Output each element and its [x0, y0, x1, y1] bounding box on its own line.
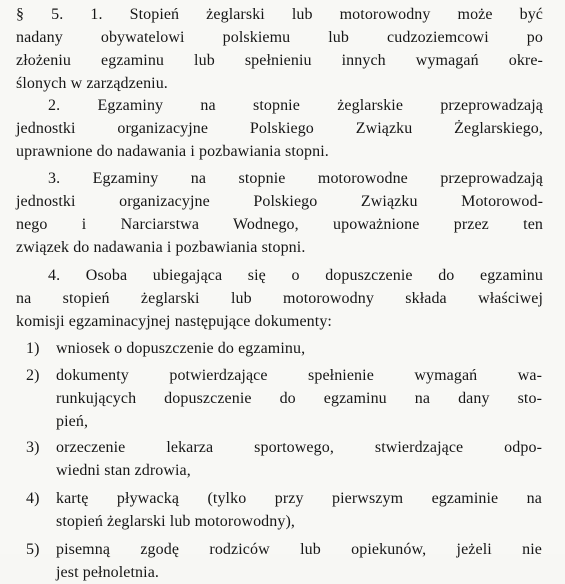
- paragraph-line: związek do nadawania i pozbawiania stopni.: [16, 239, 306, 256]
- list-number: 3): [26, 439, 40, 456]
- paragraph-line: 3. Egzaminy na stopnie motorowodne przeprowadzają: [48, 170, 543, 187]
- list-item-text: [56, 436, 542, 482]
- list-item: [0, 538, 546, 584]
- list-item-text: [56, 538, 542, 584]
- list-number: 2): [26, 367, 40, 384]
- list-item: [0, 364, 546, 433]
- list-line: kartę pływacką (tylko przy pierwszym egzaminie na: [56, 490, 542, 507]
- paragraph-line: jednostki organizacyjne Polskiego Związku Żeglarskiego,: [16, 120, 543, 137]
- list-number: 4): [26, 490, 40, 507]
- paragraph-line: na stopień żeglarski lub motorowodny składa właściwej: [16, 290, 543, 307]
- paragraph-line: złożeniu egzaminu lub spełnieniu innych wymagań okre-: [16, 52, 543, 69]
- list-line: wiedni stan zdrowia,: [56, 462, 191, 479]
- paragraph-line: komisji egzaminacyjnej następujące dokumenty:: [16, 313, 332, 330]
- paragraph-5-2: [16, 94, 543, 163]
- paragraph-5-1: [16, 3, 543, 95]
- paragraph-line: 4. Osoba ubiegająca się o dopuszczenie do egzaminu: [48, 267, 543, 284]
- paragraph-5-3: [16, 167, 543, 259]
- paragraph-line: nego i Narciarstwa Wodnego, upoważnione przez ten: [16, 216, 543, 233]
- list-number: 1): [26, 340, 40, 357]
- list-line: jest pełnoletnia.: [56, 564, 160, 581]
- list-line: runkujących dopuszczenie do egzaminu na dany sto-: [56, 390, 542, 407]
- list-line: orzeczenie lekarza sportowego, stwierdzające odpo-: [56, 439, 542, 456]
- list-item-text: [56, 364, 542, 433]
- list-item: [0, 436, 546, 482]
- list-number: 5): [26, 541, 40, 558]
- paragraph-line: 2. Egzaminy na stopnie żeglarskie przeprowadzają: [48, 97, 543, 114]
- list-item: [0, 337, 546, 360]
- paragraph-line: ślonych w zarządzeniu.: [16, 75, 168, 92]
- paragraph-5-4: [16, 264, 543, 333]
- paragraph-line: nadany obywatelowi polskiemu lub cudzoziemcowi po: [16, 29, 543, 46]
- list-line: dokumenty potwierdzające spełnienie wymagań wa-: [56, 367, 542, 384]
- list-line: pień,: [56, 413, 89, 430]
- list-line: stopień żeglarski lub motorowodny),: [56, 513, 296, 530]
- paragraph-line: uprawnione do nadawania i pozbawiania stopni.: [16, 143, 329, 160]
- list-line: pisemną zgodę rodziców lub opiekunów, jeżeli nie: [56, 541, 542, 558]
- list-item: [0, 487, 546, 533]
- paragraph-line: jednostki organizacyjne Polskiego Związku Motorowod-: [16, 193, 543, 210]
- required-documents-list: [0, 337, 546, 584]
- list-item-text: [56, 337, 542, 360]
- list-line: wniosek o dopuszczenie do egzaminu,: [56, 340, 306, 357]
- paragraph-line: § 5. 1. Stopień żeglarski lub motorowodny może być: [16, 6, 543, 23]
- list-item-text: [56, 487, 542, 533]
